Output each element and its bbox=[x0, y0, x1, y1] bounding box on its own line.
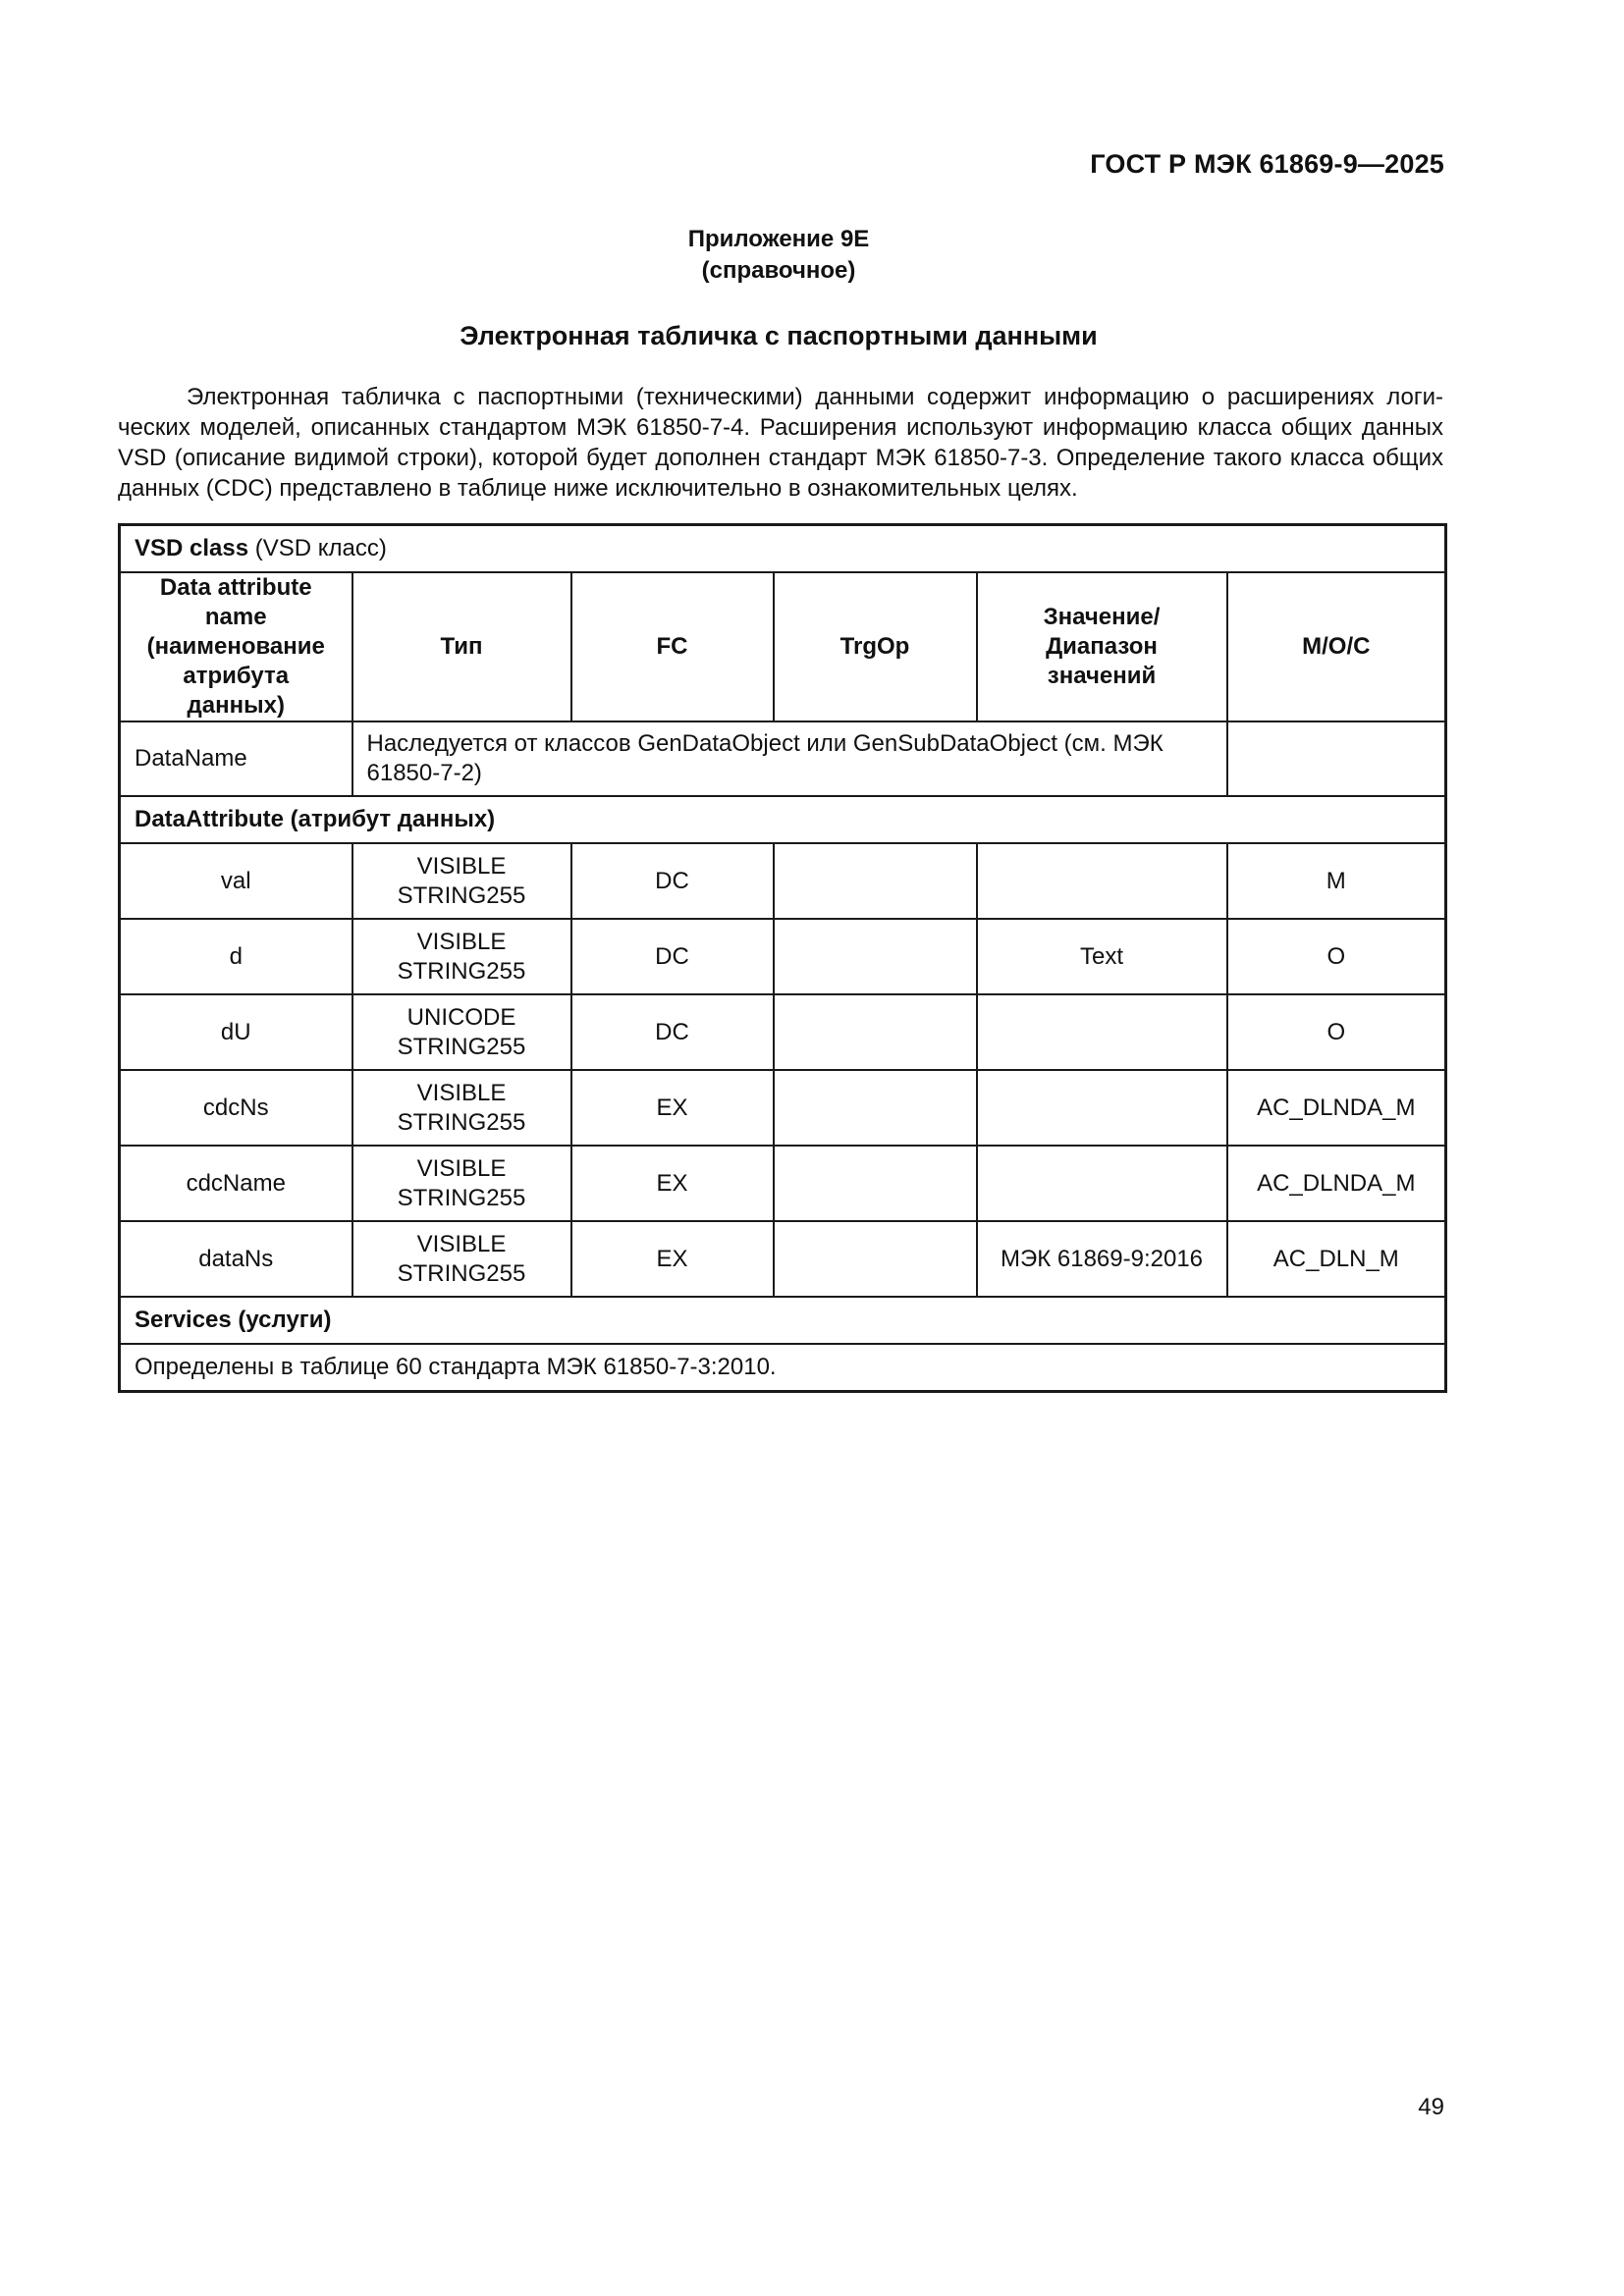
data-attribute-section-label: DataAttribute (атрибут данных) bbox=[120, 796, 1446, 843]
column-header: M/O/C bbox=[1227, 572, 1446, 721]
class-label-cell bbox=[120, 525, 1446, 573]
column-header: Data attribute name (наименование атрибута данных) bbox=[120, 572, 352, 721]
table-row bbox=[120, 919, 1446, 994]
table-header-row bbox=[120, 572, 1446, 721]
appendix-heading bbox=[0, 224, 1557, 287]
document-code: ГОСТ Р МЭК 61869-9—2025 bbox=[1090, 149, 1444, 179]
attr-name: dataNs bbox=[120, 1221, 352, 1297]
attr-trgop bbox=[774, 1146, 977, 1221]
data-name-description: Наследуется от классов GenDataObject или GenSubDataObject (см. МЭК 61850-7-2) bbox=[352, 721, 1227, 796]
section-title: Электронная табличка с паспортными данными bbox=[460, 321, 1098, 350]
services-text: Определены в таблице 60 стандарта МЭК 61850-7-3:2010. bbox=[120, 1344, 1446, 1392]
attr-value bbox=[977, 1070, 1227, 1146]
column-header: Тип bbox=[352, 572, 571, 721]
attr-moc: O bbox=[1227, 919, 1446, 994]
attr-value: Text bbox=[977, 919, 1227, 994]
data-name-moc bbox=[1227, 721, 1446, 796]
attr-type: VISIBLE STRING255 bbox=[352, 1146, 571, 1221]
attr-moc: O bbox=[1227, 994, 1446, 1070]
table-row bbox=[120, 1070, 1446, 1146]
attr-type: UNICODE STRING255 bbox=[352, 994, 571, 1070]
class-label-bold: VSD class bbox=[135, 535, 249, 561]
attr-fc: DC bbox=[571, 843, 774, 919]
attr-trgop bbox=[774, 994, 977, 1070]
attr-fc: DC bbox=[571, 919, 774, 994]
attr-type: VISIBLE STRING255 bbox=[352, 1070, 571, 1146]
table-class-row bbox=[120, 525, 1446, 573]
data-attribute-section-row bbox=[120, 796, 1446, 843]
attr-value bbox=[977, 1146, 1227, 1221]
attr-trgop bbox=[774, 919, 977, 994]
column-header: Значение/ Диапазон значений bbox=[977, 572, 1227, 721]
intro-paragraph: Электронная табличка с паспортными (техническими) данными содержит информацию о расширениях логических моделей, описанных стандартом МЭК 61850-7-4. Расширения используют информацию класса общих данных VSD (описание видимой строки), которой будет дополнен стандарт МЭК 61850-7-3. Определение такого класса общих данных (CDC) представлено в таблице ниже исключительно в ознакомительных целях. bbox=[118, 384, 1443, 502]
attr-value: МЭК 61869-9:2016 bbox=[977, 1221, 1227, 1297]
attr-name: cdcNs bbox=[120, 1070, 352, 1146]
attr-value bbox=[977, 843, 1227, 919]
column-header: FC bbox=[571, 572, 774, 721]
attr-fc: DC bbox=[571, 994, 774, 1070]
attr-name: val bbox=[120, 843, 352, 919]
attr-moc: AC_DLN_M bbox=[1227, 1221, 1446, 1297]
attr-type: VISIBLE STRING255 bbox=[352, 1221, 571, 1297]
attr-trgop bbox=[774, 1221, 977, 1297]
attr-value bbox=[977, 994, 1227, 1070]
vsd-class-table bbox=[118, 523, 1447, 1393]
data-name-cell: DataName bbox=[120, 721, 352, 796]
attr-trgop bbox=[774, 843, 977, 919]
table-row bbox=[120, 843, 1446, 919]
table-row bbox=[120, 1146, 1446, 1221]
appendix-kind: (справочное) bbox=[701, 257, 856, 284]
attr-trgop bbox=[774, 1070, 977, 1146]
attr-fc: EX bbox=[571, 1146, 774, 1221]
services-section-label: Services (услуги) bbox=[120, 1297, 1446, 1344]
data-name-row bbox=[120, 721, 1446, 796]
table-row bbox=[120, 994, 1446, 1070]
attr-type: VISIBLE STRING255 bbox=[352, 843, 571, 919]
attr-moc: M bbox=[1227, 843, 1446, 919]
table-row bbox=[120, 1221, 1446, 1297]
attr-fc: EX bbox=[571, 1070, 774, 1146]
column-header: TrgOp bbox=[774, 572, 977, 721]
attr-name: d bbox=[120, 919, 352, 994]
attr-name: dU bbox=[120, 994, 352, 1070]
attr-type: VISIBLE STRING255 bbox=[352, 919, 571, 994]
services-text-row bbox=[120, 1344, 1446, 1392]
attr-name: cdcName bbox=[120, 1146, 352, 1221]
appendix-title: Приложение 9Е bbox=[687, 226, 870, 252]
services-section-row bbox=[120, 1297, 1446, 1344]
attr-fc: EX bbox=[571, 1221, 774, 1297]
class-label-rest: (VSD класс) bbox=[248, 535, 387, 561]
attr-moc: AC_DLNDA_M bbox=[1227, 1146, 1446, 1221]
attr-moc: AC_DLNDA_M bbox=[1227, 1070, 1446, 1146]
page-number: 49 bbox=[1418, 2094, 1444, 2120]
